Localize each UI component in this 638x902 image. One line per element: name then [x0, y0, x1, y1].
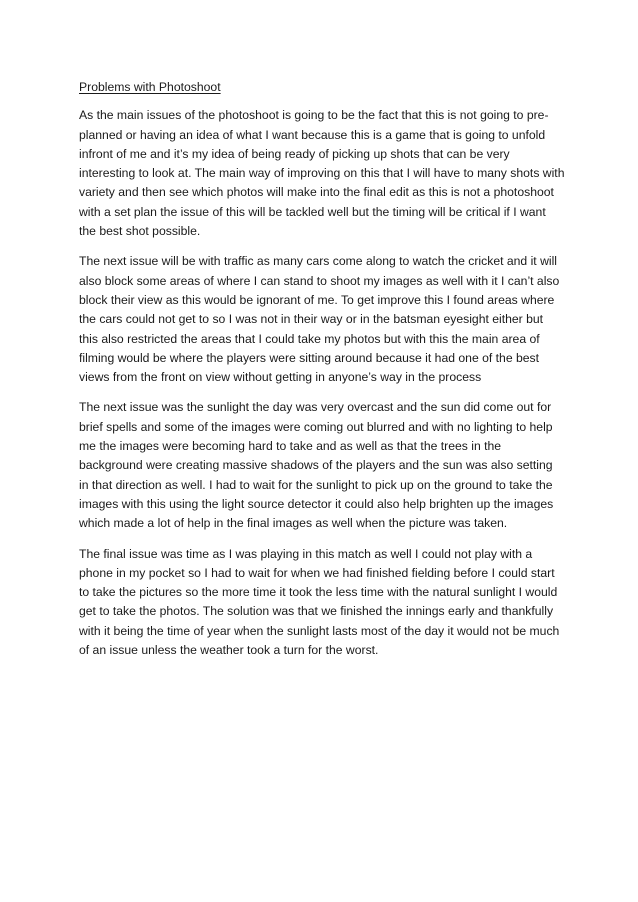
paragraph-main-issues: As the main issues of the photoshoot is going to be the fact that this is not going to pre-planned or having an idea of what I want because this is a game that is going to unfold infront of me and it’s my idea of being ready of picking up shots that can be very interesting to look at. The main way of improving on this that I will have to many shots with variety and then see which photos will make into the final edit as this is not a photoshoot with a set plan the issue of this will be tackled well but the timing will be critical if I want the best shot possible. [79, 108, 565, 239]
paragraph-time-issue: The final issue was time as I was playing in this match as well I could not play with a phone in my pocket so I had to wait for when we had finished fielding before I could start to take the pictures so the more time it took the less time with the natural sunlight I would get to take the photos. The solution was that we finished the innings early and thankfully with it being the time of year when the sunlight lasts most of the day it would not be much of an issue unless the weather took a turn for the worst. [79, 546, 560, 658]
paragraph-sunlight-issue: The next issue was the sunlight the day was very overcast and the sun did come out for brief spells and some of the images were coming out blurred and with no lighting to help me the images were becoming hard to take and as well as that the trees in the background were creating massive shadows of the players and the sun was also setting in that direction as well. I had to wait for the sunlight to pick up on the ground to take the images with this using the light source detector it could also help brighten up the images which made a lot of help in the final images as well when the picture was taken. [79, 400, 554, 531]
document-heading: Problems with Photoshoot [79, 80, 221, 94]
paragraph-traffic-issue: The next issue will be with traffic as many cars come along to watch the cricket and it will also block some areas of where I can stand to shoot my images as well with it I can’t also block their view as this would be ignorant of me. To get improve this I found areas where the cars could not get to so I was not in their way or in the batsman eyesight either but this also restricted the areas that I could take my photos but with this the main area of filming would be where the players were sitting around because it had one of the best views from the front on view without getting in anyone’s way in the process [79, 254, 560, 385]
document-body [79, 78, 565, 671]
